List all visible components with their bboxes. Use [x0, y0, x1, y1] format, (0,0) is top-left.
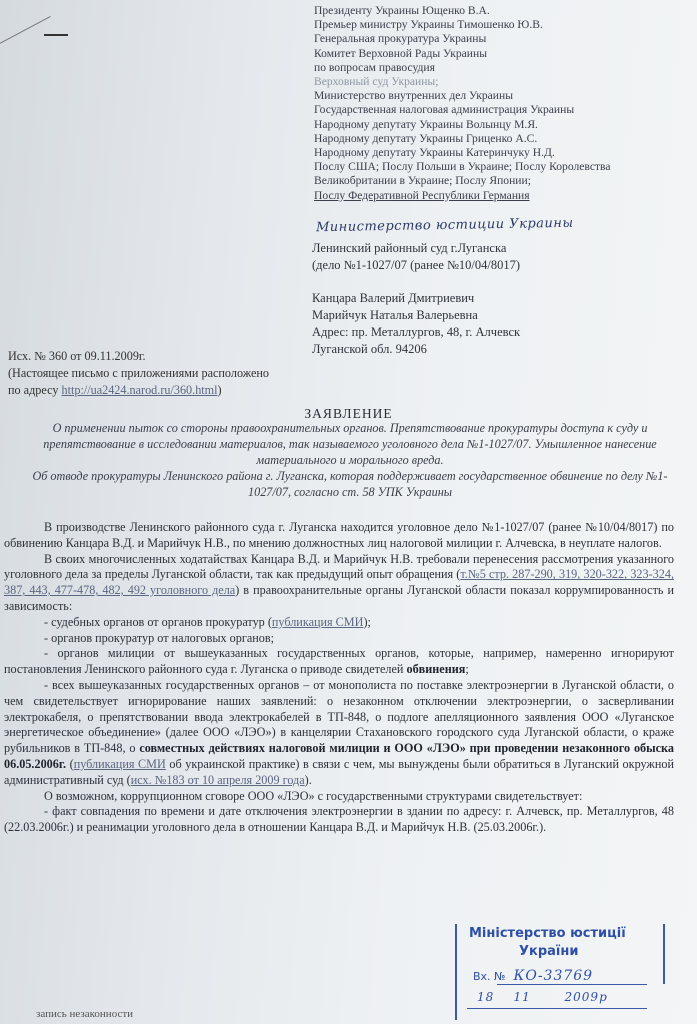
stamp-date-day: 18: [477, 990, 495, 1004]
sender-block: [312, 290, 520, 358]
reference-url-link[interactable]: http://ua2424.narod.ru/360.html: [61, 383, 218, 397]
body-text: );: [363, 614, 371, 629]
document-subject: [20, 420, 680, 500]
reference-note: (Настоящее письмо с приложениями расположено: [8, 366, 270, 380]
recipient-line: Послу Федеративной Республики Германия: [314, 188, 530, 202]
outgoing-reference: [8, 348, 269, 399]
recipient-line: Государственная налоговая администрация Украины: [314, 103, 575, 117]
sender-address: Луганской обл. 94206: [312, 342, 427, 356]
stamp-underline: [497, 984, 647, 985]
recipient-line: Верховный суд Украины;: [314, 75, 439, 89]
body-text: - судебных органов от органов прокуратур (: [44, 614, 272, 629]
stamp-date-year: 2009р: [564, 990, 608, 1004]
reference-number: Исх. № 360 от 09.11.2009г.: [8, 349, 146, 363]
corner-marks: [0, 0, 70, 60]
stamp-date: [477, 990, 608, 1004]
body-paragraph: [4, 615, 674, 631]
body-paragraph: О возможном, коррупционном сговоре ООО «ЛЭО» с государственными структурами свидетельствует:: [44, 788, 583, 803]
body-paragraph: - органов прокуратур от налоговых органов;: [44, 630, 275, 645]
sender-name: Канцара Валерий Дмитриевич: [312, 291, 475, 305]
case-pages-link[interactable]: т.№5 стр. 287-290, 319, 320-322, 323-324, 387, 443, 477-478, 482, 492 уголовного дела: [4, 567, 674, 598]
body-text: - органов милиции от вышеуказанных государственных органов, которые, например, намеренно игнорируют постановления Ленинского районного суда г. Луганска о приводе свидетелей: [4, 646, 674, 677]
recipient-line: Народному депутату Украины Катеринчуку Н.Д.: [314, 146, 555, 160]
body-bold-text: обвинения: [406, 662, 466, 677]
reference-address-prefix: по адресу: [8, 383, 62, 397]
recipient-line: Комитет Верховной Рады Украины: [314, 46, 487, 60]
court-block: [312, 240, 520, 274]
outgoing-letter-link[interactable]: исх. №183 от 10 апреля 2009 года: [130, 772, 305, 787]
media-publication-link[interactable]: публикация СМИ: [73, 756, 166, 771]
stamp-country: України: [519, 944, 579, 959]
recipient-line: Министерство внутренних дел Украины: [314, 89, 514, 103]
body-paragraph: [4, 646, 674, 678]
body-text: - всех вышеуказанных государственных органов – от монополиста по поставке электроэнергии в Луганской области, о чем свидетельствует игнорирование наших заявлений: о незаконном отключении электроэнергии, о засверливании электрокабеля, о препятствовании ввода электрокабелей в ТП-848, о подлоге апелляционного заявления ООО «Луганское энергетическое объединение» (далее ООО «ЛЭО») в канцелярии Стахановского городского суда Луганской области, о краже рубильников в ТП-848, о: [4, 677, 674, 756]
recipient-line: Генеральная прокуратура Украины: [314, 32, 487, 46]
recipient-line: Народному депутату Украины Гриценко А.С.: [314, 131, 538, 145]
body-paragraph: [4, 678, 674, 789]
recipient-line: Послу США; Послу Польши в Украине; Послу Королевства: [314, 160, 611, 174]
registration-stamp: [455, 924, 663, 1020]
recipients-list: [314, 4, 611, 203]
recipient-line: Великобритании в Украине; Послу Японии;: [314, 174, 531, 188]
document-body: [4, 520, 674, 836]
body-paragraph: - факт совпадения по времени и дате отключения электроэнергии в здании по адресу: г. Алчевск, пр. Металлургов, 48 (22.03.2006г.) и реанимации уголовного дела в отношении Канцара В.Д. и Марийчук Н.В. (25.03.2006г.).: [4, 804, 674, 835]
document-title: ЗАЯВЛЕНИЕ: [304, 406, 393, 421]
recipient-line: Народному депутату Украины Волынцу М.Я.: [314, 117, 538, 131]
handwritten-note: Министерство юстиции Украины: [315, 215, 574, 236]
stamp-date-month: 11: [513, 990, 531, 1004]
media-publication-link[interactable]: публикация СМИ: [271, 614, 364, 629]
recipient-line: Премьер министру Украины Тимошенко Ю.В.: [314, 18, 543, 32]
reference-address: [8, 382, 269, 399]
court-name: Ленинский районный суд г.Луганска: [312, 241, 507, 255]
corner-diagonal-line: [0, 16, 51, 45]
subject-line: О применении пыток со стороны правоохранительных органов. Препятствование прокуратуры доступа к суду и препятствование в исследовании материалов, так называемого уголовного дела №1-1027/07. Умышленное нанесение материального и морального вреда.: [43, 421, 657, 467]
sender-name: Марийчук Наталья Валерьевна: [312, 308, 478, 322]
stamp-in-number: КО-33769: [513, 968, 594, 984]
body-text: В своих многочисленных ходатайствах Канцара В.Д. и Марийчук Н.В. требовали перенесения рассмотрения указанного уголовного дела за пределы Луганской области, так как предыдущий опыт обращения (: [4, 551, 674, 582]
corner-tick-mark: [44, 34, 68, 36]
stamp-underline: [467, 1008, 647, 1009]
body-paragraph: В производстве Ленинского районного суда г. Луганска находится уголовное дело №1-1027/07 (ранее №10/04/8017) по обвинению Канцара В.Д. и Марийчук Н.В., по мнению должностных лиц налоговой милиции г. Алчевска, в неуплате налогов.: [4, 520, 674, 550]
court-case-number: (дело №1-1027/07 (ранее №10/04/8017): [312, 258, 521, 272]
recipient-line: по вопросам правосудия: [314, 60, 435, 74]
stamp-incoming-number: [473, 968, 593, 984]
page-bottom-text: запись незаконности: [36, 1008, 134, 1020]
recipient-line: Президенту Украины Ющенко В.А.: [314, 4, 490, 17]
body-text: об украинской практике) в связи с чем, мы вынуждены были обратиться в Луганский окружной административный суд (: [4, 756, 674, 787]
subject-line: Об отводе прокуратуры Ленинского района г. Луганска, которая поддерживает государственное обвинение по делу №1-1027/07, согласно ст. 58 УПК Украины: [32, 469, 668, 499]
body-bold-text: совместных действиях налоговой милиции и ООО «ЛЭО» при проведении незаконного обыска 06.05.2006г.: [4, 741, 674, 771]
body-text: ;: [465, 662, 469, 677]
reference-address-suffix: ): [217, 383, 222, 397]
body-text: ).: [304, 772, 312, 787]
sender-address: Адрес: пр. Металлургов, 48, г. Алчевск: [312, 325, 521, 339]
stamp-ministry: Міністерство юстиції: [469, 926, 626, 941]
body-text: ) в правоохранительные органы Луганской области показал коррумпированность и зависимость:: [4, 583, 675, 613]
stamp-in-label: Вх. №: [473, 970, 506, 983]
body-text: (: [66, 756, 74, 771]
body-paragraph: [4, 552, 674, 615]
stamp-border-right: [663, 924, 665, 984]
